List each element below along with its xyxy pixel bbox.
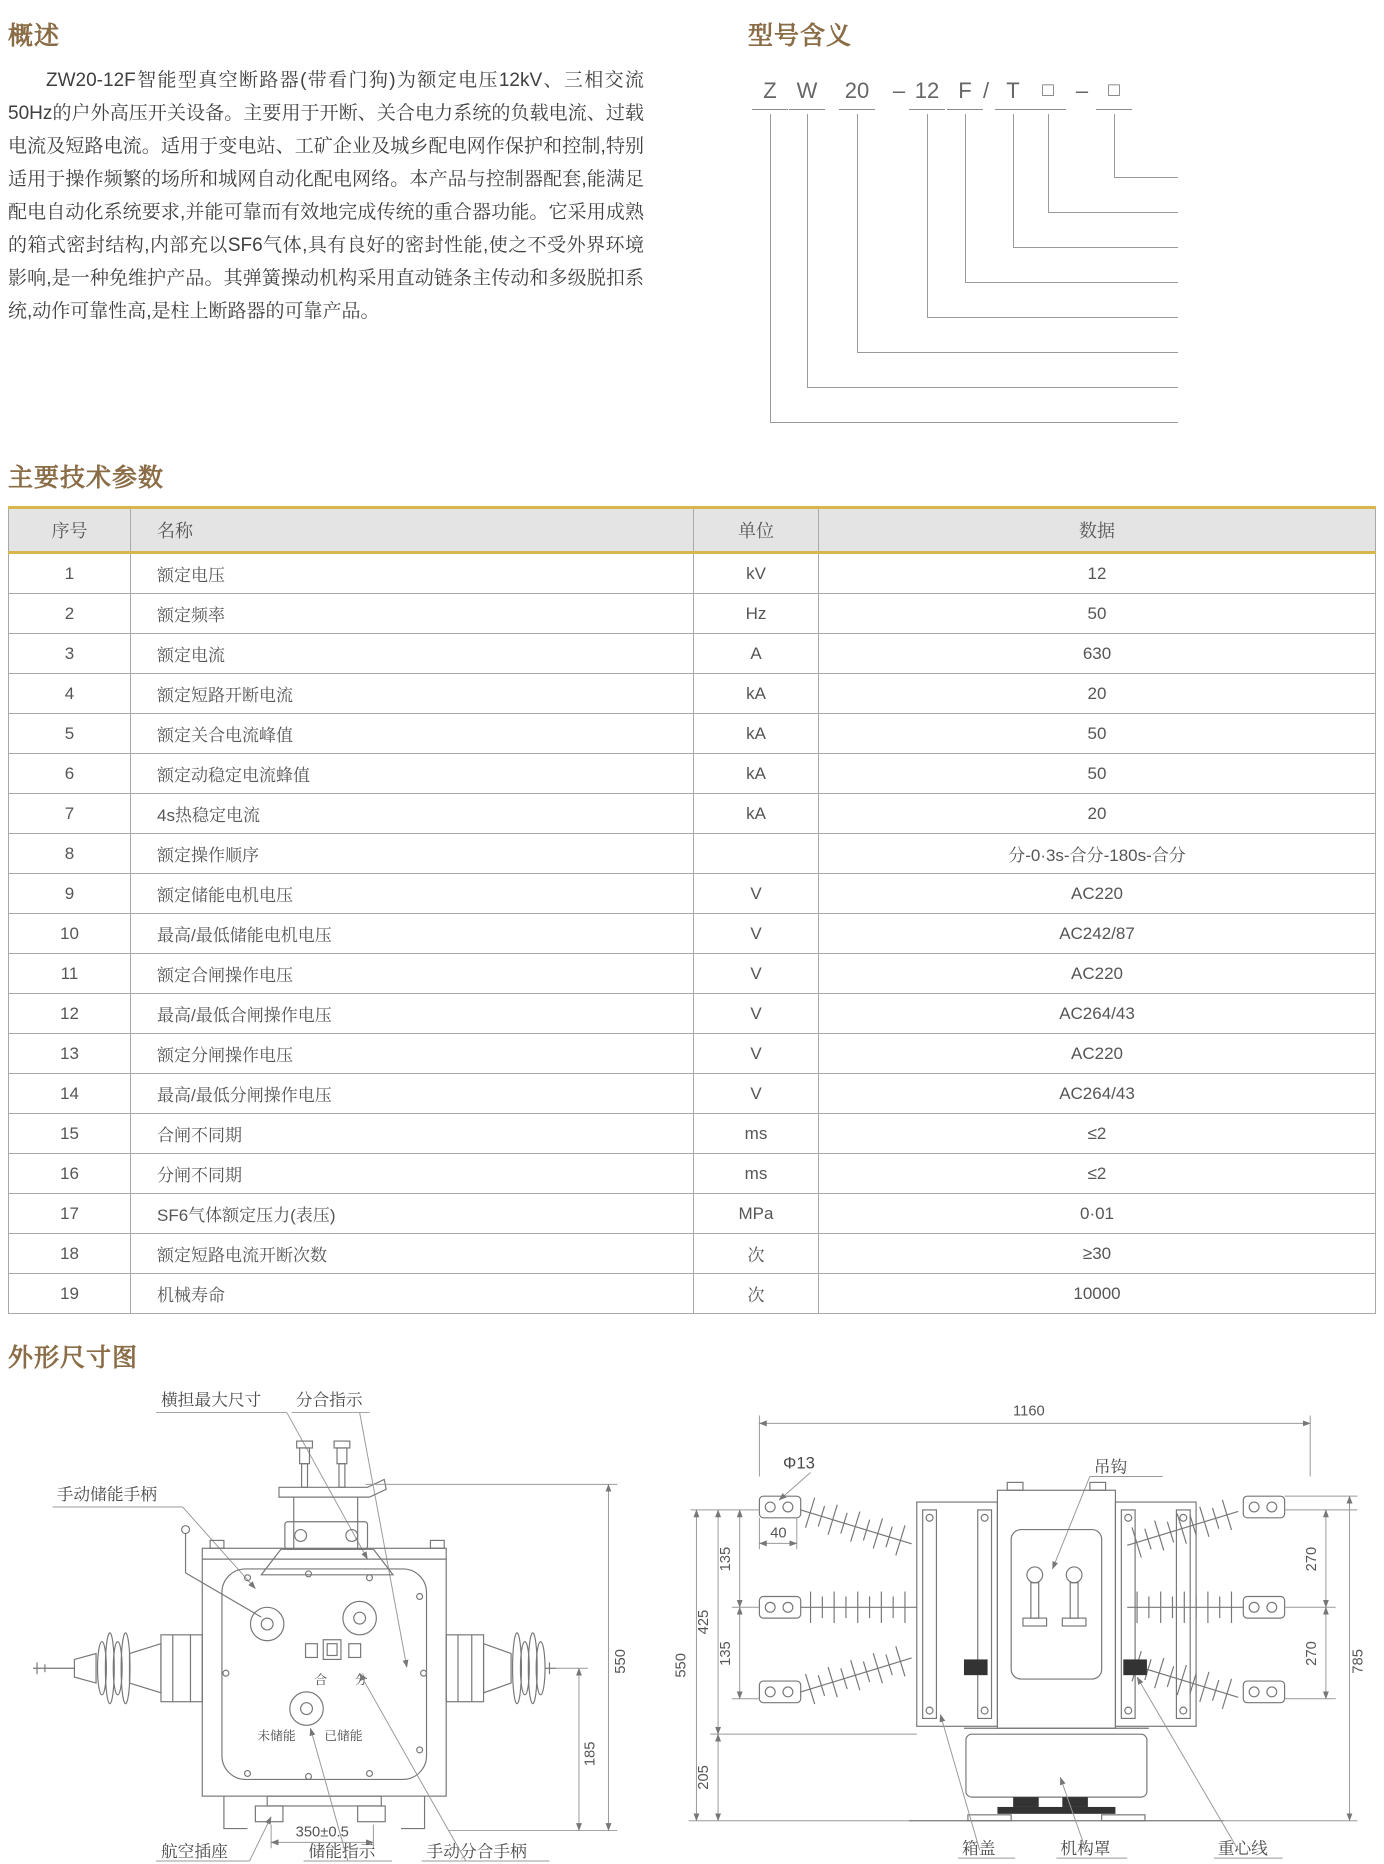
param-no: 11 (9, 954, 131, 994)
param-name: 额定分闸操作电压 (131, 1034, 694, 1074)
crossarm-label: 横担最大尺寸 (160, 1390, 262, 1410)
model-code-part: F (947, 78, 983, 110)
param-value: 50 (819, 754, 1376, 794)
param-name: 额定短路开断电流 (131, 674, 694, 714)
model-code-part: W (789, 78, 825, 110)
box-cover-label: 箱盖 (962, 1839, 996, 1859)
dim-270a: 270 (1304, 1546, 1321, 1572)
mechanism-cover-label: 机构罩 (1060, 1839, 1111, 1859)
model-meaning-section (684, 12, 1376, 454)
model-label (1187, 230, 1375, 265)
top-section (8, 12, 1376, 454)
charged-label: 已储能 (324, 1728, 363, 1744)
param-no: 19 (9, 1274, 131, 1314)
param-value: AC242/87 (819, 914, 1376, 954)
param-value: AC264/43 (819, 1074, 1376, 1114)
table-row (9, 794, 1376, 834)
table-row (9, 754, 1376, 794)
dim-1160: 1160 (1013, 1403, 1045, 1420)
charge-indicator-label: 储能指示 (308, 1842, 376, 1862)
param-name: 4s热稳定电流 (131, 794, 694, 834)
param-value: AC220 (819, 874, 1376, 914)
param-value: 20 (819, 794, 1376, 834)
param-value: ≤2 (819, 1114, 1376, 1154)
table-row (9, 674, 1376, 714)
aviation-socket-label: 航空插座 (160, 1842, 228, 1862)
dim-425: 425 (696, 1609, 713, 1635)
param-no: 16 (9, 1154, 131, 1194)
side-view-drawing (668, 1386, 1376, 1864)
param-name: 额定合闸操作电压 (131, 954, 694, 994)
param-unit: kA (694, 754, 819, 794)
model-code-part: 12 (909, 78, 945, 110)
connector-line (770, 114, 1178, 423)
param-unit: kA (694, 674, 819, 714)
model-title: 型号含义 (748, 22, 853, 50)
param-unit: A (694, 634, 819, 674)
param-value: ≤2 (819, 1154, 1376, 1194)
dim-270b: 270 (1304, 1641, 1321, 1666)
param-value: AC220 (819, 954, 1376, 994)
param-name: 分闸不同期 (131, 1154, 694, 1194)
model-label (1187, 160, 1375, 195)
column-header-value: 数据 (819, 508, 1376, 553)
param-name: 最高/最低合闸操作电压 (131, 994, 694, 1034)
dim-550-side: 550 (673, 1653, 690, 1678)
table-row (9, 1234, 1376, 1274)
param-unit: kA (694, 794, 819, 834)
param-no: 4 (9, 674, 131, 714)
close-label: 合 (314, 1672, 328, 1688)
model-code-separator: / (982, 78, 990, 103)
param-unit: V (694, 914, 819, 954)
model-code-separator: – (1075, 78, 1089, 103)
model-code-placeholder-box: □ (1030, 78, 1066, 110)
dim-350: 350±0.5 (295, 1824, 349, 1841)
front-view-drawing (8, 1386, 668, 1864)
param-no: 1 (9, 553, 131, 594)
param-value: 20 (819, 674, 1376, 714)
dim-135a: 135 (717, 1546, 734, 1572)
param-no: 9 (9, 874, 131, 914)
model-code-diagram (684, 64, 1376, 436)
param-unit: 次 (694, 1234, 819, 1274)
param-name: 最高/最低分闸操作电压 (131, 1074, 694, 1114)
dim-550: 550 (613, 1649, 630, 1674)
table-row (9, 594, 1376, 634)
overview-paragraph: ZW20-12F智能型真空断路器(带看门狗)为额定电压12kV、三相交流50Hz的户外高压开关设备。主要用于开断、关合电力系统的负载电流、过载电流及短路电流。适用于变电站、工矿企业及城乡配电网作保护和控制,特别适用于操作频繁的场所和城网自动化配电网络。本产品与控制器配套,能满足配电自动化系统要求,并能可靠而有效地完成传统的重合器功能。它采用成熟的箱式密封结构,内部充以SF6气体,具有良好的密封性能,使之不受外界环境影响,是一种免维护产品。其弹簧操动机构采用直动链条主传动和多级脱扣系统,动作可靠性高,是柱上断路器的可靠产品。 (8, 70, 644, 322)
param-value: AC264/43 (819, 994, 1376, 1034)
model-label (1187, 300, 1375, 335)
model-label (1187, 265, 1375, 300)
model-label-list (1187, 160, 1375, 440)
table-row (9, 1114, 1376, 1154)
param-no: 17 (9, 1194, 131, 1234)
param-unit: ms (694, 1114, 819, 1154)
table-row (9, 714, 1376, 754)
model-code-separator: – (892, 78, 906, 103)
column-header-unit: 单位 (694, 508, 819, 553)
dim-205: 205 (696, 1765, 713, 1790)
param-no: 7 (9, 794, 131, 834)
dimensions-title: 外形尺寸图 (8, 1344, 139, 1372)
param-name: 额定操作顺序 (131, 834, 694, 874)
open-close-indicator-label: 分合指示 (295, 1390, 363, 1410)
table-row (9, 1074, 1376, 1114)
dimension-drawings (8, 1386, 1376, 1864)
dim-135b: 135 (717, 1641, 734, 1666)
param-no: 18 (9, 1234, 131, 1274)
param-value: 50 (819, 714, 1376, 754)
param-unit: V (694, 994, 819, 1034)
manual-charge-handle-label: 手动储能手柄 (56, 1485, 158, 1505)
param-unit: Hz (694, 594, 819, 634)
param-value: 50 (819, 594, 1376, 634)
model-label (1187, 195, 1375, 230)
param-unit: V (694, 1074, 819, 1114)
param-unit: V (694, 1034, 819, 1074)
param-name: 额定频率 (131, 594, 694, 634)
table-row (9, 954, 1376, 994)
model-code-part: 20 (839, 78, 875, 110)
overview-section (8, 12, 684, 454)
param-name: 额定电压 (131, 553, 694, 594)
param-value: 630 (819, 634, 1376, 674)
param-name: 额定动稳定电流蜂值 (131, 754, 694, 794)
table-header-row (9, 508, 1376, 553)
param-name: 额定关合电流峰值 (131, 714, 694, 754)
param-no: 10 (9, 914, 131, 954)
param-name: 额定电流 (131, 634, 694, 674)
param-unit: kV (694, 553, 819, 594)
param-no: 15 (9, 1114, 131, 1154)
params-title: 主要技术参数 (8, 464, 165, 492)
parameters-table (8, 506, 1376, 1314)
uncharged-label: 未储能 (257, 1728, 296, 1744)
param-name: 机械寿命 (131, 1274, 694, 1314)
param-no: 5 (9, 714, 131, 754)
table-row (9, 1154, 1376, 1194)
model-label (1187, 370, 1375, 405)
param-no: 12 (9, 994, 131, 1034)
table-row (9, 1034, 1376, 1074)
param-value: AC220 (819, 1034, 1376, 1074)
param-name: SF6气体额定压力(表压) (131, 1194, 694, 1234)
hole-diameter-label: Φ13 (783, 1453, 815, 1473)
param-no: 14 (9, 1074, 131, 1114)
table-row (9, 1274, 1376, 1314)
param-no: 3 (9, 634, 131, 674)
gravity-line-label: 重心线 (1217, 1839, 1268, 1859)
manual-switch-handle-label: 手动分合手柄 (426, 1842, 527, 1862)
open-label: 分 (354, 1672, 368, 1688)
param-name: 合闸不同期 (131, 1114, 694, 1154)
param-unit: MPa (694, 1194, 819, 1234)
param-no: 6 (9, 754, 131, 794)
model-label (1187, 405, 1375, 440)
table-row (9, 634, 1376, 674)
param-unit: ms (694, 1154, 819, 1194)
column-header-no: 序号 (9, 508, 131, 553)
param-value: 12 (819, 553, 1376, 594)
dim-40: 40 (770, 1525, 787, 1542)
param-name: 额定储能电机电压 (131, 874, 694, 914)
param-no: 13 (9, 1034, 131, 1074)
dim-185: 185 (582, 1741, 599, 1767)
param-name: 最高/最低储能电机电压 (131, 914, 694, 954)
table-row (9, 914, 1376, 954)
param-unit: kA (694, 714, 819, 754)
model-code-part: Z (752, 78, 788, 110)
model-code-placeholder-box: □ (1096, 78, 1132, 110)
table-row (9, 1194, 1376, 1234)
param-unit: V (694, 954, 819, 994)
table-row (9, 553, 1376, 594)
param-value: ≥30 (819, 1234, 1376, 1274)
hook-label: 吊钩 (1093, 1457, 1128, 1477)
param-unit: V (694, 874, 819, 914)
dim-785: 785 (1350, 1649, 1367, 1674)
param-no: 8 (9, 834, 131, 874)
param-value: 分-0·3s-合分-180s-合分 (819, 834, 1376, 874)
overview-title: 概述 (8, 22, 61, 50)
param-value: 10000 (819, 1274, 1376, 1314)
table-row (9, 834, 1376, 874)
param-name: 额定短路电流开断次数 (131, 1234, 694, 1274)
table-row (9, 874, 1376, 914)
param-unit: 次 (694, 1274, 819, 1314)
model-label (1187, 335, 1375, 370)
param-no: 2 (9, 594, 131, 634)
param-unit (694, 834, 819, 874)
model-code-part: T (995, 78, 1031, 110)
table-row (9, 994, 1376, 1034)
param-value: 0·01 (819, 1194, 1376, 1234)
column-header-name: 名称 (131, 508, 694, 553)
